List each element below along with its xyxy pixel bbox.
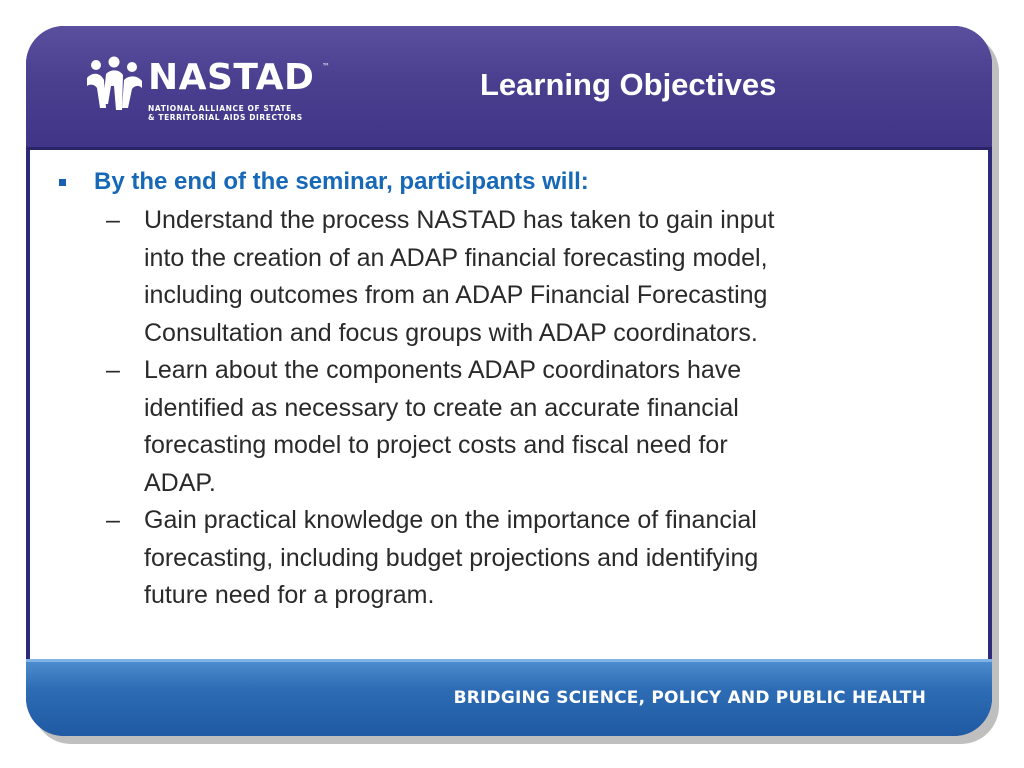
list-item-line: ADAP. <box>144 468 216 497</box>
people-figures-icon <box>84 56 146 112</box>
list-item-line: Gain practical knowledge on the importance of financial <box>144 506 757 534</box>
logo-subtitle-line2: & TERRITORIAL AIDS DIRECTORS <box>148 113 303 122</box>
list-item <box>58 502 958 615</box>
logo-wordmark: NASTAD <box>148 57 315 98</box>
logo-trademark: ™ <box>322 62 330 71</box>
footer-tagline: BRIDGING SCIENCE, POLICY AND PUBLIC HEALTH <box>453 688 926 708</box>
list-item-line: forecasting, including budget projections and identifying <box>144 543 759 572</box>
list-item <box>58 352 958 502</box>
dash-marker: – <box>106 506 120 534</box>
square-bullet-icon <box>59 179 66 186</box>
list-item-line: forecasting model to project costs and fiscal need for <box>144 431 728 459</box>
lead-text: By the end of the seminar, participants will: <box>94 168 589 195</box>
list-item <box>58 202 958 352</box>
list-item-line: Consultation and focus groups with ADAP coordinators. <box>144 318 758 347</box>
dash-marker: – <box>106 206 120 234</box>
lead-bullet <box>58 166 958 202</box>
list-item-line: including outcomes from an ADAP Financial Forecasting <box>144 281 768 309</box>
list-item-line: into the creation of an ADAP financial forecasting model, <box>144 243 768 272</box>
list-item-line: Learn about the components ADAP coordinators have <box>144 356 742 384</box>
slide-title: Learning Objectives <box>480 67 777 102</box>
list-item-line: Understand the process NASTAD has taken to gain input <box>144 206 775 234</box>
list-item-line: identified as necessary to create an accurate financial <box>144 393 739 422</box>
objectives-list <box>58 202 958 615</box>
logo-subtitle-line1: NATIONAL ALLIANCE OF STATE <box>148 104 292 113</box>
nastad-logo <box>84 56 344 126</box>
list-item-line: future need for a program. <box>144 581 435 609</box>
footer-highlight <box>26 659 992 662</box>
slide-body <box>58 166 958 615</box>
logo-subtitle <box>148 104 303 122</box>
dash-marker: – <box>106 356 120 384</box>
